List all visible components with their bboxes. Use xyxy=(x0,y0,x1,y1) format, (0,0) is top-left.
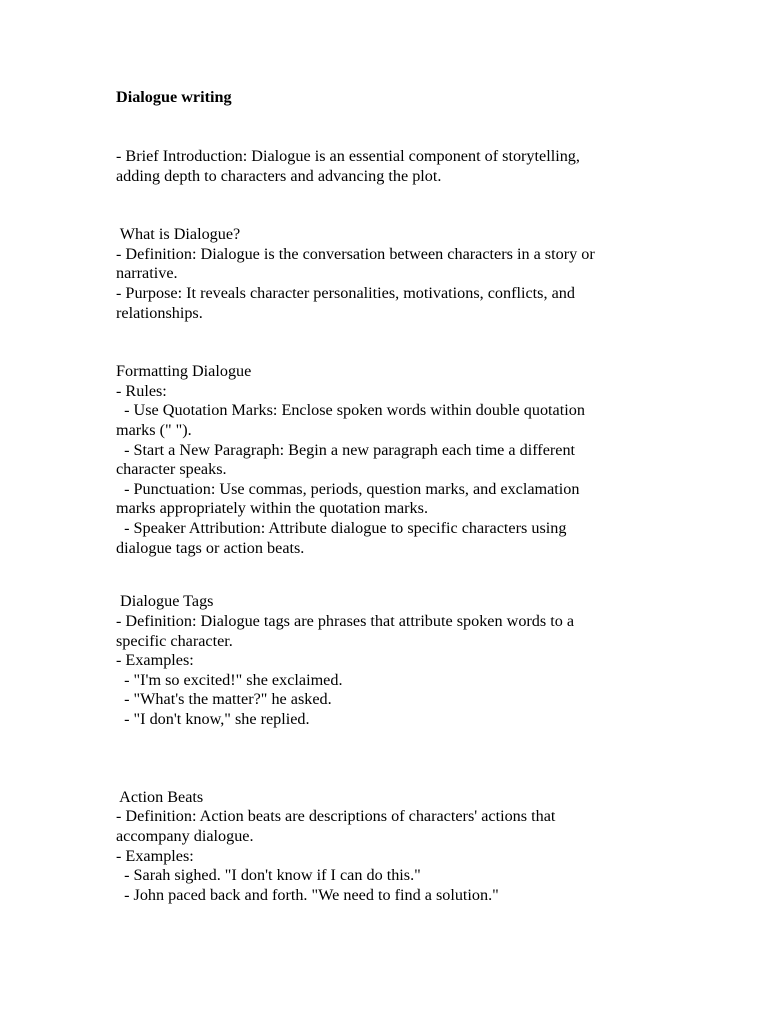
section-heading-tags: Dialogue Tags xyxy=(116,592,214,610)
formatting-line: marks (" "). xyxy=(116,421,192,439)
tags-line: specific character. xyxy=(116,632,233,650)
what-is-line: relationships. xyxy=(116,304,203,322)
formatting-line: character speaks. xyxy=(116,460,227,478)
beats-line: - Examples: xyxy=(116,847,194,865)
formatting-line: marks appropriately within the quotation marks. xyxy=(116,499,428,517)
section-heading-what-is: What is Dialogue? xyxy=(116,225,241,243)
tags-line: - Definition: Dialogue tags are phrases that attribute spoken words to a xyxy=(116,612,575,630)
section-heading-beats: Action Beats xyxy=(116,788,204,806)
what-is-line: - Definition: Dialogue is the conversation between characters in a story or xyxy=(116,245,595,263)
intro-line: - Brief Introduction: Dialogue is an essential component of storytelling, xyxy=(116,147,580,165)
beats-line: - Definition: Action beats are descriptions of characters' actions that xyxy=(116,807,556,825)
formatting-line: - Use Quotation Marks: Enclose spoken words within double quotation xyxy=(116,401,585,419)
beats-line: accompany dialogue. xyxy=(116,827,254,845)
tags-line: - "I don't know," she replied. xyxy=(116,710,310,728)
formatting-line: - Rules: xyxy=(116,382,167,400)
beats-line: - John paced back and forth. "We need to find a solution." xyxy=(116,886,499,904)
what-is-line: narrative. xyxy=(116,264,178,282)
tags-line: - Examples: xyxy=(116,651,194,669)
section-heading-formatting: Formatting Dialogue xyxy=(116,362,252,380)
tags-line: - "What's the matter?" he asked. xyxy=(116,690,332,708)
formatting-line: - Start a New Paragraph: Begin a new paragraph each time a different xyxy=(116,441,576,459)
tags-line: - "I'm so excited!" she exclaimed. xyxy=(116,671,343,689)
formatting-line: - Punctuation: Use commas, periods, question marks, and exclamation xyxy=(116,480,580,498)
document-title: Dialogue writing xyxy=(116,88,232,106)
what-is-line: - Purpose: It reveals character personalities, motivations, conflicts, and xyxy=(116,284,575,302)
formatting-line: dialogue tags or action beats. xyxy=(116,539,305,557)
beats-line: - Sarah sighed. "I don't know if I can do this." xyxy=(116,866,421,884)
intro-line: adding depth to characters and advancing the plot. xyxy=(116,167,442,185)
formatting-line: - Speaker Attribution: Attribute dialogue to specific characters using xyxy=(116,519,567,537)
